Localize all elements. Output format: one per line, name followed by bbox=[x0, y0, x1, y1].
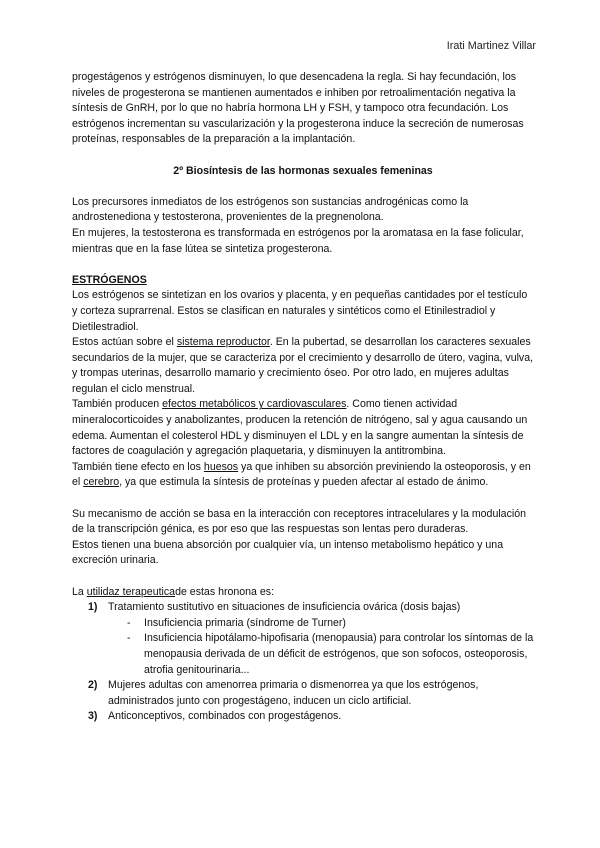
underlined-term-utilidad: utilidaz terapeutica bbox=[86, 585, 176, 598]
utilidad-list bbox=[72, 600, 534, 725]
intro-paragraph: progestágenos y estrógenos disminuyen, lo que desencadena la regla. Si hay fecundación, los niveles de progesterona se mantienen aumentados e inhiben por retroalimentación negativa la síntesis de GnRH, por lo que no habría hormona LH y FSH, y tampoco otra fecundación. Los estrógenos incrementan su vascularización y la progesterona induce la secreción de numerosas proteínas, responsables de la preparación a la implantación. bbox=[72, 71, 524, 146]
list-number: 1) bbox=[88, 601, 98, 614]
estrogenos-paragraph-5: Su mecanismo de acción se basa en la interacción con receptores intracelulares y la modulación de la transcripción génica, es por eso que las respuestas son lentas pero duraderas. bbox=[72, 507, 527, 536]
estrogenos-paragraph-3 bbox=[72, 397, 534, 459]
sub-list-item-text: Insuficiencia hipotálamo-hipofisaria (menopausia) para controlar los síntomas de la menopausia derivada de un déficit de estrógenos, que son sofocos, osteoporosis, atrofia genitourinaria... bbox=[144, 632, 534, 676]
author-name: Irati Martinez Villar bbox=[446, 40, 536, 52]
estrogenos-title: ESTRÓGENOS bbox=[72, 273, 147, 286]
section-2-paragraph-1: Los precursores inmediatos de los estrógenos son sustancias androgénicas como la androstenediona y testosterona, provenientes de la pregnenolona. bbox=[72, 195, 469, 224]
text-run: de estas hronona es: bbox=[175, 585, 275, 598]
list-item bbox=[72, 600, 534, 678]
underlined-term-cerebro: cerebro bbox=[83, 476, 120, 489]
text-run: . En la pubertad, se desarrollan los caracteres sexuales secundarios de la mujer, que se caracteriza por el crecimiento y desarrollo de útero, vagina, vulva, y trompas uterinas, desarrollo mamario y crecimiento óseo. Por otro lado, en mujeres adultas regulan el ciclo menstrual. bbox=[72, 336, 534, 395]
text-run: , ya que estimula la síntesis de proteínas y pueden afectar al estado de ánimo. bbox=[119, 476, 489, 489]
list-number: 3) bbox=[88, 710, 98, 723]
list-item-text: Anticonceptivos, combinados con progestágenos. bbox=[108, 710, 342, 723]
sub-list bbox=[108, 616, 534, 678]
list-item bbox=[72, 678, 534, 709]
list-item-text: Mujeres adultas con amenorrea primaria o dismenorrea ya que los estrógenos, administrados junto con progestágeno, inducen un ciclo artificial. bbox=[108, 679, 479, 707]
section-2-title: 2º Biosíntesis de las hormonas sexuales femeninas bbox=[173, 164, 433, 177]
estrogenos-paragraph-4 bbox=[72, 460, 534, 491]
text-run: También tiene efecto en los bbox=[72, 460, 204, 473]
dash-bullet: - bbox=[127, 616, 131, 629]
text-run: Estos actúan sobre el bbox=[72, 336, 177, 349]
underlined-term-huesos: huesos bbox=[203, 460, 239, 473]
text-run: ya que inhiben su absorción previniendo la osteoporosis, y en el bbox=[72, 460, 531, 489]
estrogenos-paragraph-1: Los estrógenos se sintetizan en los ovarios y placenta, y en pequeñas cantidades por el testículo y corteza suprarrenal. Estos se clasifican en naturales y sintéticos como el Etinilestradiol y Dietilestradiol. bbox=[72, 289, 528, 333]
text-run: La bbox=[72, 585, 87, 598]
list-item bbox=[72, 709, 534, 725]
sub-list-item bbox=[108, 616, 534, 632]
list-item-text: Tratamiento sustitutivo en situaciones de insuficiencia ovárica (dosis bajas) bbox=[108, 601, 461, 614]
underlined-term-sistema-reproductor: sistema reproductor bbox=[176, 336, 270, 349]
sub-list-item-text: Insuficiencia primaria (síndrome de Turner) bbox=[144, 616, 346, 629]
text-run: También producen bbox=[72, 398, 163, 411]
dash-bullet: - bbox=[127, 632, 131, 645]
underlined-term-efectos: efectos metabólicos y cardiovasculares bbox=[162, 398, 347, 411]
estrogenos-paragraph-6: Estos tienen una buena absorción por cualquier vía, un intenso metabolismo hepático y una excreción urinaria. bbox=[72, 538, 504, 567]
section-2-paragraph-2: En mujeres, la testosterona es transformada en estrógenos por la aromatasa en la fase folicular, mientras que en la fase lútea se sintetiza progesterona. bbox=[72, 226, 524, 255]
utilidad-intro bbox=[72, 585, 534, 601]
estrogenos-paragraph-2 bbox=[72, 335, 534, 397]
text-run: . Como tienen actividad mineralocorticoides y anabolizantes, producen la retención de nitrógeno, sal y agua causando un edema. Aumentan el colesterol HDL y disminuyen el LDL y en la sangre aumentan la síntesis de factores de coagulación y agregación plaquetaria, y disminuyen la antitrombina. bbox=[72, 398, 528, 458]
sub-list-item bbox=[108, 631, 534, 678]
list-number: 2) bbox=[88, 679, 98, 692]
document-body bbox=[72, 70, 534, 725]
